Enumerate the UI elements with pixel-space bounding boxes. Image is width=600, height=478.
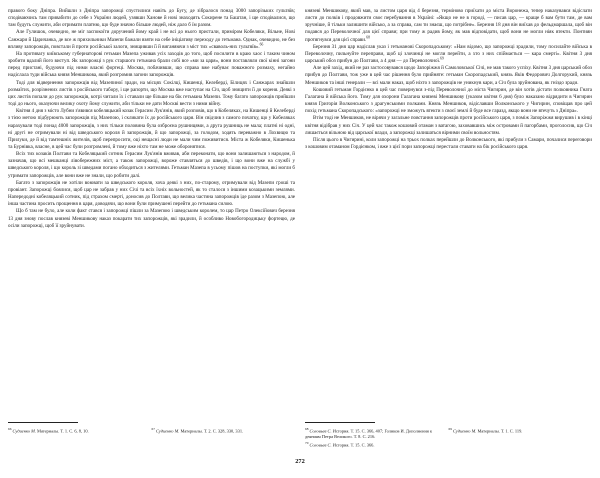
footnote-divider: [305, 422, 375, 423]
footnote-number: 69: [448, 427, 452, 431]
footnote-text: Материалы. Т. 2. С. 328, 330, 331.: [180, 428, 244, 434]
paragraph-text: Після цього в Чигирині, коли запорожці на трьох полках перейшли до Волконського, які прибули з Самари, почалися переговори з кошовим отаманом Гордієнком, і вже з цієї пори запорожці перестали ставати на бік російського царя.: [305, 136, 592, 150]
paragraph: [305, 8, 592, 44]
footnote-reference: 66: [259, 42, 264, 47]
footnote-text: Материалы. Т. 1. С. 6, 8, 10.: [36, 428, 89, 434]
left-footnotes: [8, 420, 295, 449]
paragraph: [8, 208, 295, 229]
paragraph: [305, 137, 592, 151]
paragraph: [8, 151, 295, 180]
right-footnotes: [305, 420, 592, 449]
left-column: [8, 8, 295, 428]
paragraph-text: правого боку Дніпра. Вийшли з Дніпра запорожці спустилися навіть до Бугу, де зібралося понад 3000 запорізьких гультяїв; сподіваючись там привабити до себе з України людей, узявши Ханове й нові знаходять Сокирене та Баштан, і ще сподівалися, що там будуть служити, аби отримати платню, що буде значно більше людей, ніж дало б їм разом.: [8, 8, 295, 29]
paragraph-text: Всіх тих козаків Полтави та Кобеляцький сотник Герасим Лук'янів вживав, аби переконати, що вони залишаються з народом, й зазначав, що всі мешканці лівобережних міст, а також запорожці, вороже ставляться до шведів, і що вони вже на службі у шведського короля, і що король зі шведами погано обходиться з жителями. Гетьман Мазепа в усьому пішов на поступки, які могли б утримати запорожців, але вони вже не знали, що робити далі.: [8, 151, 295, 179]
paragraph-text: Але цей захід, який не раз застосовувався щодо Запоріжжя й Самоловської Січі, не мав такого успіху. Квітня 3 дня царський обоз прибув до Полтави, тож уже в цей час рішення було прийняте: гетьман Скоропадський, князь Яків Федорович Долгорукий, князь Меншиков та інші генерали — всі мали наказ, щоб ніхто з запорожців не уникнув кари, а Січ була зруйнована, як гніздо зради.: [305, 65, 592, 86]
footnote: [305, 426, 449, 440]
paragraph-text: князеві Меншикову, який мав, за листом царя від 4 березня, терміново приїхати до міста Воронежа, тепер наказувався відіслати листи до полків і продовжити своє перебування в Україні: «Якщо не не в городі, — писав цар, — краще б вам бути там, де вам зручніше, й тільки залишити військо, а за справа, сам ти знаєш, що потрібне». Березня 18 дня він виїхав до фельдмаршала, щоб він подався до Переволочної для цієї справи; при тому ж радив йому, як мав відповідати, щоб вони не могли ніяк втекти. Понтиян протягнувся для цієї справи.: [305, 8, 592, 43]
paragraph: [305, 87, 592, 116]
footnote-author: Судиенко М.: [154, 428, 181, 434]
footnote-author: Судиенко М.: [451, 428, 478, 434]
footnote-text: История. Т. 15. С. 366, 407; Голиков И. Дополнения к деяниям Петра Великого. Т. 8. С. 216.: [305, 428, 433, 440]
footnote: [152, 426, 296, 434]
paragraph: [305, 65, 592, 86]
paragraph-text: Що б там не було, але коли факт стався і запорожці пішли за Мазепою і шведським королем, то цар Петро Олексійович березня 13 дня знову послав князеві Меншикову наказ покарати тих запорожців, які зрадили, й особливо Новобогородицьку фортецю, де осіли запорожці, щоб її зруйнувати.: [8, 208, 295, 229]
footnote-author: Соловьев С.: [308, 428, 333, 434]
paragraph-text: Але Гулишок, очевидно, не міг заспокоїти доручений йому край і не всі до нього пристали, приміром Кобеляки, Вільне, Нові Санжари й Царичанка, де все ж прихильники Мазепи бажали взяти на себе ініціативу переходу до гетьмана. Однак, очевидно, не без впливу запорожців, повстали й проти російської залоги, знищивши її й виганяючи з міст тих «сваволь-них гультяїв».: [8, 29, 295, 50]
paragraph: [8, 180, 295, 209]
text-columns: [8, 8, 592, 428]
footnote-number: 66: [8, 427, 12, 431]
footnote-author: Судиенко М.: [11, 428, 37, 434]
footnote-text: Материалы. Т. 1. С. 119.: [477, 428, 523, 434]
footnote-number: 68: [305, 427, 309, 431]
footnote-reference: 68: [366, 34, 370, 39]
footnote-number: 70: [305, 441, 309, 446]
paragraph-text: Багато з запорожців не хотіли воювати за шведського короля, хоча деякі з них, по-старому, отримували від Мазепи гроші та провіант. Запорожці боялися, щоб цар не забрав у них Січі та всіх їхніх вольностей, як то сталося з іншими козацькими землями. Напередодні кобеляцький сотник, під страхом смерті, доносив до Полтави, що велика частина запорожців іде разом з Мазепою, але інша частина просить прощення в царя, доводячи, що вони були примушені перейти до гетьмана силою.: [8, 179, 295, 208]
paragraph: [8, 29, 295, 50]
paragraph: [305, 115, 592, 136]
paragraph-text: Втім тоді не Меншиков, не вірячи у загальне повстання запорожців проти російського царя, з поміж Запоріжжя вирушив і в кінці квітня відібрав у них Січ. У цей час також кошовий отаман з ватагою, заховавшись між островами й пагорбами, проголосив, що Січ лишається вільною від царської влади, а запорожці залишаться вірними своїм вольностям.: [305, 115, 592, 136]
footnote: [8, 426, 152, 434]
footnotes-area: [8, 420, 592, 449]
paragraph: [305, 44, 592, 65]
right-column: [305, 8, 592, 428]
paragraph-text: Квітня 4 дня з місто Лубни з'явився кобеляцький козак Герасим Лук'янів, який розповів, що в Кобеляках, на Кишенці й Келеберді з тією метою підбурюють запорожців під Мазепою, і скликати їх до російського царя. Він свідчив з самого початку, що у Кобеляках нарахували тоді понад 4000 запорожців, з них тільки половина була озброєна рушницями, а друга рушниць не мала; платні ні одні, ні другі не отримували ні від шведського короля й запорожців, й що запорожці, за голодом, ходять переважно в Лохвицю та Прилуки, де й від тамтешніх жителів, щоб перепросити, оці нещасні люди не мали чим поживитися. Міста ж Кобеляки, Кишенька та Бурнівка, власне, в цей час були розгромлені, й тому вже ніхто там не може оборонятися.: [8, 108, 295, 150]
footnote: [449, 426, 593, 440]
paragraph-text: Березня 31 дня цар надіслав указ і гетьманові Скоропадському: «Нам відомо, що запорожці зрадили, тому посилайте війська в Переволочну, пильнуйте переправи, щоб ці злочинці не могли перейти, а хто з них спіймається — кара смерті». Квітня 3 дня царський обоз прибув до Полтави, а 4 дня — до Переволочної.: [305, 43, 592, 65]
footnote-text: История. Т. 15. С. 366.: [332, 442, 375, 448]
paragraph: [8, 8, 295, 29]
page-number: 272: [295, 458, 305, 465]
footnote: [305, 440, 449, 448]
paragraph-text: Тоді для відвернення запорожців від Мазепиної зради, на місцях Сокілці, Кишенці, Келеберді, Білицях і Санжарах знайшли розмаїтих, розрізнених листів з російського табору, і ще рапорти, що Москва вже наступає на Січ, щоб знищити її до кореня. Деякі з цих листів попали до рук запорожців, котрі читали їх і ставали ще більше на бік гетьмана Мазепи. Тому багато запорожців прийшли тоді до нього, оказуючи велику охоту йому служити, аби тільки не дати Москві вести з ними війну.: [8, 79, 295, 108]
footnote-divider: [8, 422, 78, 423]
footnote-number: 67: [151, 427, 155, 431]
paragraph: [8, 80, 295, 109]
footnote-reference: 69: [440, 56, 444, 61]
paragraph: [8, 108, 295, 151]
paragraph-text: Кошовий гетьман Гордієнко в цей час повернувся з-під Переволочної до міста Чигирин, де він хотів дістати полковника Гната Галагана й війська його. Тому для охорони Галагана князеві Меншикову (указом квітня 6 дня) було наказано відрядити в Чигирин князя Григорія Волконського з драгунськими полками. Князь Меншиков, відіславши Волконського у Чигирин, сповіщав про цей похід гетьмана Скоропадського: «запорожці не зможуть втекти з своєї землі й буде все гаразд, якщо вони не втечуть з Дніпра».: [305, 86, 592, 115]
paragraph-text: На противагу київському губернаторові гетьман Мазепа уживав усіх заходів до того, щоб посилити в краю хаос і таким чином зробити вдалий його виступ. Як запорожці з рук старшого гетьмана брали собі все «ми за царя», вони поставляли свої кінні загони перед пристані, будуючи під ними власні фортеці. Москва, побачивши, що справа вже набуває поважного розмаху, негайно надіслала туди війська князя Меншикова, який розгромив загони запорожців.: [8, 50, 295, 79]
footnote-author: Соловьев С.: [308, 442, 333, 448]
paragraph: [8, 51, 295, 80]
